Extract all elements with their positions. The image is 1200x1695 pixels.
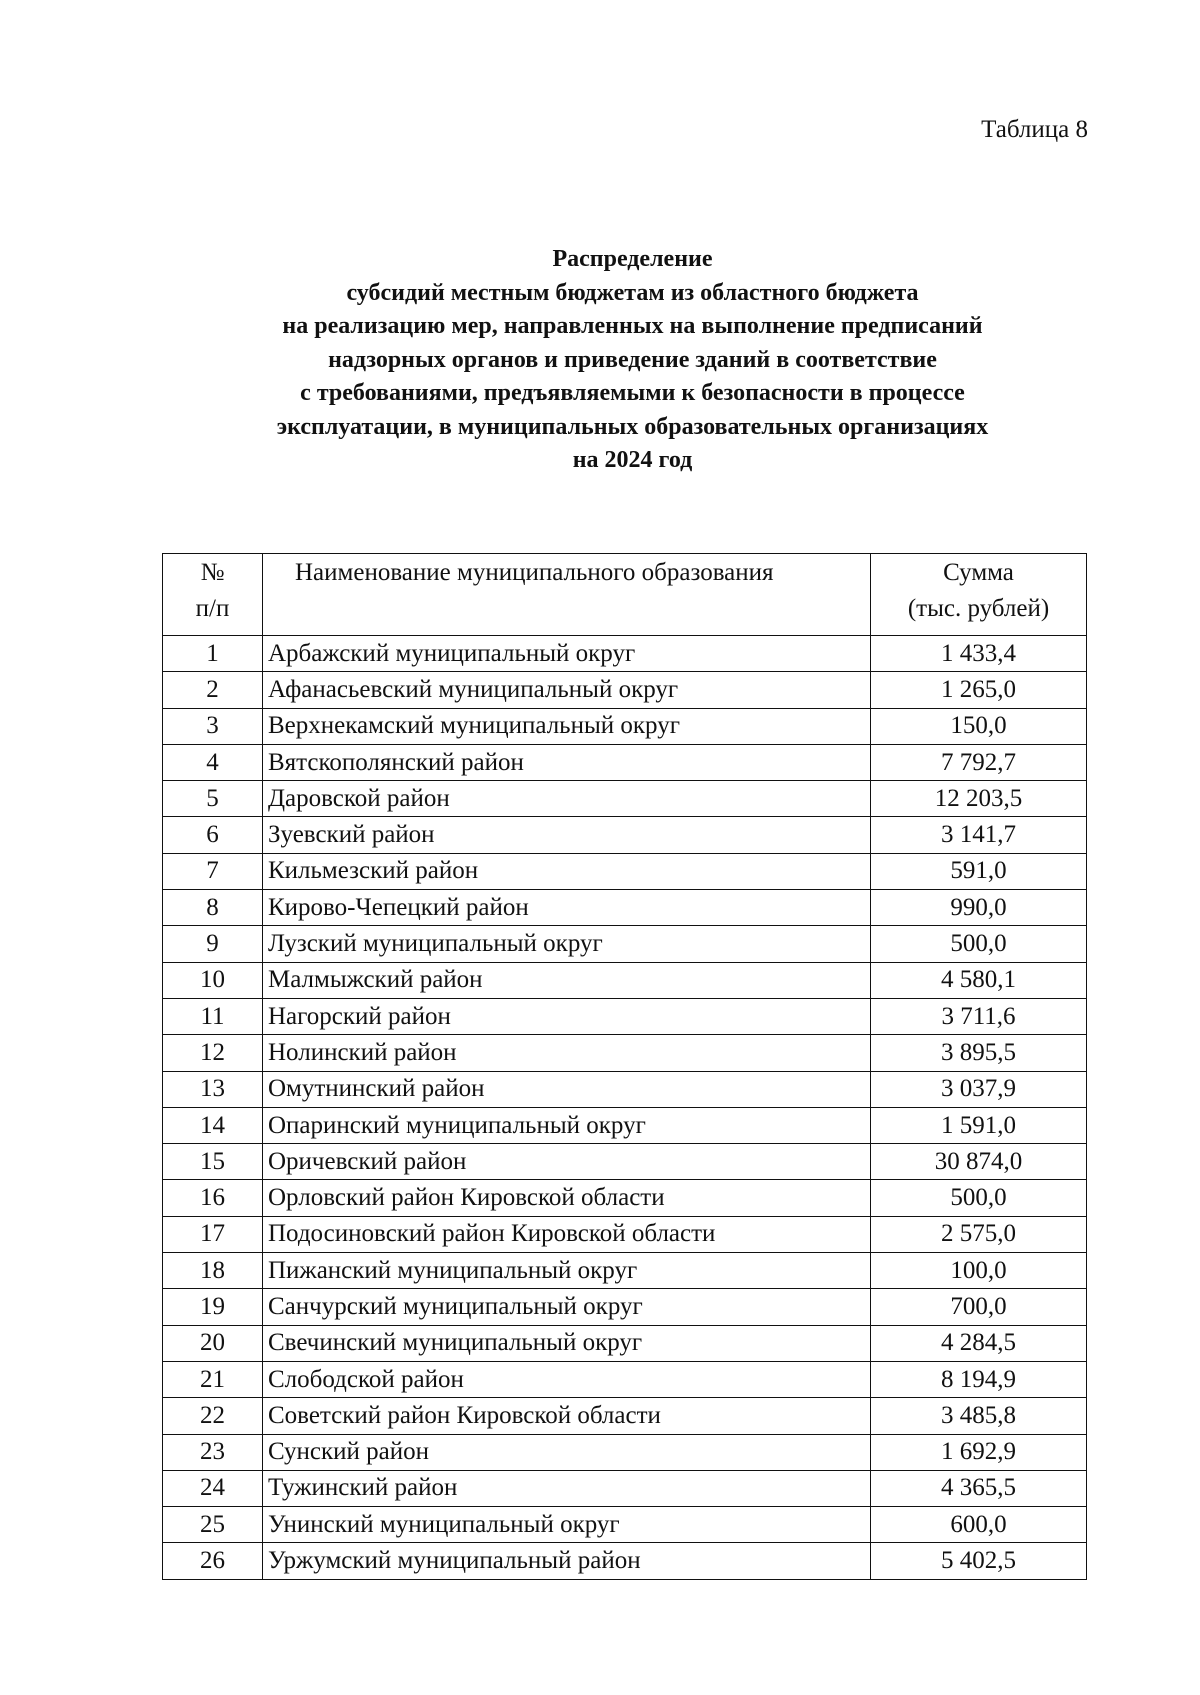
table-row [163,998,1087,1034]
subsidy-amount: 600,0 [871,1507,1087,1543]
municipality-name: Вятскополянский район [263,744,871,780]
row-number: 14 [163,1107,263,1143]
municipality-name: Нагорский район [263,998,871,1034]
row-number: 6 [163,817,263,853]
table-row [163,890,1087,926]
subsidy-table [162,553,1087,1580]
row-number: 8 [163,890,263,926]
subsidy-amount: 100,0 [871,1253,1087,1289]
subsidy-amount: 1 265,0 [871,672,1087,708]
subsidy-amount: 4 580,1 [871,962,1087,998]
municipality-name: Малмыжский район [263,962,871,998]
subsidy-amount: 7 792,7 [871,744,1087,780]
row-number: 17 [163,1216,263,1252]
municipality-name: Нолинский район [263,1035,871,1071]
title-line: Распределение [552,246,713,272]
municipality-name: Тужинский район [263,1470,871,1506]
table-row [163,1325,1087,1361]
table-row [163,1216,1087,1252]
table-row [163,636,1087,672]
subsidy-amount: 500,0 [871,926,1087,962]
table-row [163,1107,1087,1143]
row-number: 7 [163,853,263,889]
row-number: 10 [163,962,263,998]
municipality-name: Кирово-Чепецкий район [263,890,871,926]
title-line: на 2024 год [572,447,693,473]
municipality-name: Слободской район [263,1361,871,1397]
subsidy-amount: 150,0 [871,708,1087,744]
subsidy-amount: 1 692,9 [871,1434,1087,1470]
table-row [163,962,1087,998]
table-row [163,1253,1087,1289]
table-label: Таблица 8 [981,116,1088,143]
municipality-name: Свечинский муниципальный округ [263,1325,871,1361]
header-sum [871,554,1087,636]
municipality-name: Кильмезский район [263,853,871,889]
header-municipality-name: Наименование муниципального образования [263,554,871,636]
header-sum-line1: Сумма [943,559,1014,586]
subsidy-amount: 990,0 [871,890,1087,926]
document-title [140,243,1125,478]
table-row [163,1289,1087,1325]
municipality-name: Опаринский муниципальный округ [263,1107,871,1143]
subsidy-amount: 3 895,5 [871,1035,1087,1071]
table-row [163,1071,1087,1107]
row-number: 18 [163,1253,263,1289]
municipality-name: Лузский муниципальный округ [263,926,871,962]
subsidy-amount: 700,0 [871,1289,1087,1325]
row-number: 19 [163,1289,263,1325]
row-number: 16 [163,1180,263,1216]
title-line: эксплуатации, в муниципальных образовательных организациях [276,413,989,440]
municipality-name: Унинский муниципальный округ [263,1507,871,1543]
table-row [163,1398,1087,1434]
subsidy-amount: 1 591,0 [871,1107,1087,1143]
table-row [163,1180,1087,1216]
row-number: 22 [163,1398,263,1434]
row-number: 15 [163,1144,263,1180]
row-number: 2 [163,672,263,708]
table-row [163,926,1087,962]
title-line: на реализацию мер, направленных на выполнение предписаний [282,313,983,339]
row-number: 25 [163,1507,263,1543]
municipality-name: Пижанский муниципальный округ [263,1253,871,1289]
row-number: 13 [163,1071,263,1107]
municipality-name: Арбажский муниципальный округ [263,636,871,672]
municipality-name: Советский район Кировской области [263,1398,871,1434]
header-number-line2: п/п [195,595,230,622]
subsidy-amount: 3 037,9 [871,1071,1087,1107]
table-row [163,1507,1087,1543]
row-number: 24 [163,1470,263,1506]
table-row [163,1035,1087,1071]
table-row [163,1470,1087,1506]
municipality-name: Подосиновский район Кировской области [263,1216,871,1252]
subsidy-amount: 1 433,4 [871,636,1087,672]
municipality-name: Омутнинский район [263,1071,871,1107]
municipality-name: Орловский район Кировской области [263,1180,871,1216]
municipality-name: Афанасьевский муниципальный округ [263,672,871,708]
table-row [163,1361,1087,1397]
table-row [163,1144,1087,1180]
municipality-name: Даровской район [263,781,871,817]
subsidy-amount: 30 874,0 [871,1144,1087,1180]
row-number: 4 [163,744,263,780]
subsidy-amount: 4 284,5 [871,1325,1087,1361]
municipality-name: Верхнекамский муниципальный округ [263,708,871,744]
subsidy-amount: 3 485,8 [871,1398,1087,1434]
title-line: субсидий местным бюджетам из областного бюджета [346,279,919,306]
table-row [163,744,1087,780]
header-number [163,554,263,636]
subsidy-amount: 4 365,5 [871,1470,1087,1506]
municipality-name: Сунский район [263,1434,871,1470]
title-line: надзорных органов и приведение зданий в соответствие [328,346,937,373]
row-number: 9 [163,926,263,962]
table-row [163,781,1087,817]
subsidy-amount: 591,0 [871,853,1087,889]
row-number: 5 [163,781,263,817]
table-header-row [163,554,1087,636]
title-line: с требованиями, предъявляемыми к безопасности в процессе [300,380,965,406]
subsidy-amount: 3 711,6 [871,998,1087,1034]
subsidy-table-container [162,553,1086,1580]
subsidy-amount: 8 194,9 [871,1361,1087,1397]
row-number: 20 [163,1325,263,1361]
subsidy-amount: 2 575,0 [871,1216,1087,1252]
row-number: 12 [163,1035,263,1071]
table-row [163,708,1087,744]
subsidy-amount: 12 203,5 [871,781,1087,817]
municipality-name: Зуевский район [263,817,871,853]
table-row [163,1543,1087,1579]
table-row [163,853,1087,889]
subsidy-amount: 5 402,5 [871,1543,1087,1579]
municipality-name: Оричевский район [263,1144,871,1180]
table-row [163,672,1087,708]
row-number: 26 [163,1543,263,1579]
table-row [163,817,1087,853]
header-sum-line2: (тыс. рублей) [907,595,1050,622]
header-number-line1: № [200,559,225,586]
subsidy-amount: 500,0 [871,1180,1087,1216]
table-row [163,1434,1087,1470]
subsidy-amount: 3 141,7 [871,817,1087,853]
row-number: 11 [163,998,263,1034]
row-number: 1 [163,636,263,672]
municipality-name: Уржумский муниципальный район [263,1543,871,1579]
row-number: 3 [163,708,263,744]
municipality-name: Санчурский муниципальный округ [263,1289,871,1325]
row-number: 23 [163,1434,263,1470]
row-number: 21 [163,1361,263,1397]
table-body [163,636,1087,1580]
